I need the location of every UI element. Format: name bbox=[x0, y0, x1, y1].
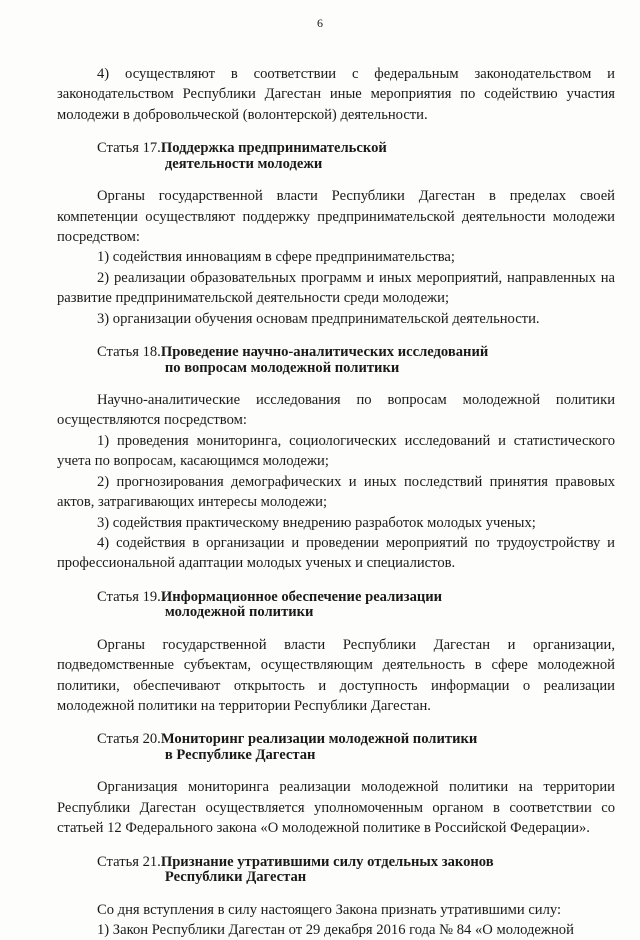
article-21-title-line-1: Признание утратившими силу отдельных законов bbox=[160, 853, 494, 870]
intro-paragraph: 4) осуществляют в соответствии с федеральным законодательством и законодательством Республики Дагестан иные мероприятия по содействию участия молодежи в добровольческой (волонтерской) деятельности. bbox=[57, 66, 615, 123]
article-17-paragraph-1: Органы государственной власти Республики Дагестан в пределах своей компетенции осуществляют поддержку предпринимательской деятельности молодежи посредством: bbox=[57, 188, 615, 246]
article-18-paragraph-2: 1) проведения мониторинга, социологических исследований и статистического учета по вопросам, касающимся молодежи; bbox=[57, 432, 615, 470]
article-17-label: Статья 17. bbox=[97, 140, 161, 157]
article-21-title-line-2: Республики Дагестан bbox=[164, 869, 307, 886]
article-17-paragraph-3: 2) реализации образовательных программ и иных мероприятий, направленных на развитие предпринимательской деятельности среди молодежи; bbox=[57, 269, 615, 307]
article-21-paragraph-1: Со дня вступления в силу настоящего Закона признать утратившими силу: bbox=[97, 901, 562, 918]
article-20-heading bbox=[97, 732, 615, 763]
article-21-heading bbox=[97, 855, 615, 886]
article-18-heading bbox=[97, 345, 615, 376]
article-19-label: Статья 19. bbox=[97, 588, 161, 605]
article-17-paragraph-4: 3) организации обучения основам предпринимательской деятельности. bbox=[97, 310, 540, 327]
article-20-title-line-1: Мониторинг реализации молодежной политики bbox=[160, 731, 478, 748]
article-20-title bbox=[161, 732, 477, 763]
article-18-paragraph-5: 4) содействия в организации и проведении мероприятий по трудоустройству и профессиональной адаптации молодых ученых и специалистов. bbox=[57, 534, 615, 572]
article-18-label: Статья 18. bbox=[97, 344, 161, 361]
article-17-title bbox=[161, 141, 387, 172]
article-18-title-line-2: по вопросам молодежной политики bbox=[164, 359, 400, 376]
document-body bbox=[57, 64, 615, 940]
article-20-label: Статья 20. bbox=[97, 731, 161, 748]
article-17-paragraph-2: 1) содействия инновациям в сфере предпринимательства; bbox=[97, 249, 455, 266]
article-21-title bbox=[161, 855, 494, 886]
article-21-paragraph-2: 1) Закон Республики Дагестан от 29 декабря 2016 года № 84 «О молодежной bbox=[97, 921, 574, 938]
article-19-heading bbox=[97, 590, 615, 621]
article-17-title-line-2: деятельности молодежи bbox=[164, 155, 323, 172]
article-18-paragraph-3: 2) прогнозирования демографических и иных последствий принятия правовых актов, затрагивающих интересы молодежи; bbox=[57, 473, 615, 511]
article-19-title bbox=[161, 590, 442, 621]
article-18-title bbox=[161, 345, 488, 376]
article-17-heading bbox=[97, 141, 615, 172]
page-number: 6 bbox=[317, 16, 323, 30]
article-17-title-line-1: Поддержка предпринимательской bbox=[160, 140, 387, 157]
article-19-title-line-1: Информационное обеспечение реализации bbox=[160, 588, 443, 605]
article-21-label: Статья 21. bbox=[97, 853, 161, 870]
article-19-title-line-2: молодежной политики bbox=[164, 604, 314, 621]
article-18-paragraph-4: 3) содействия практическому внедрению разработок молодых ученых; bbox=[97, 514, 536, 531]
article-19-paragraph-1: Органы государственной власти Республики Дагестан и организации, подведомственные субъектам, осуществляющим деятельность в сфере молодежной политики, обеспечивают открытость и доступность информации о реализации молодежной политики на территории Республики Дагестан. bbox=[57, 636, 615, 714]
article-20-title-line-2: в Республике Дагестан bbox=[164, 746, 316, 763]
article-20-paragraph-1: Организация мониторинга реализации молодежной политики на территории Республики Дагестан осуществляется уполномоченным органом в соответствии со статьей 12 Федерального закона «О молодежной политике в Российской Федерации». bbox=[57, 779, 615, 837]
article-18-paragraph-1: Научно-аналитические исследования по вопросам молодежной политики осуществляются посредством: bbox=[57, 392, 615, 429]
article-18-title-line-1: Проведение научно-аналитических исследований bbox=[160, 344, 489, 361]
